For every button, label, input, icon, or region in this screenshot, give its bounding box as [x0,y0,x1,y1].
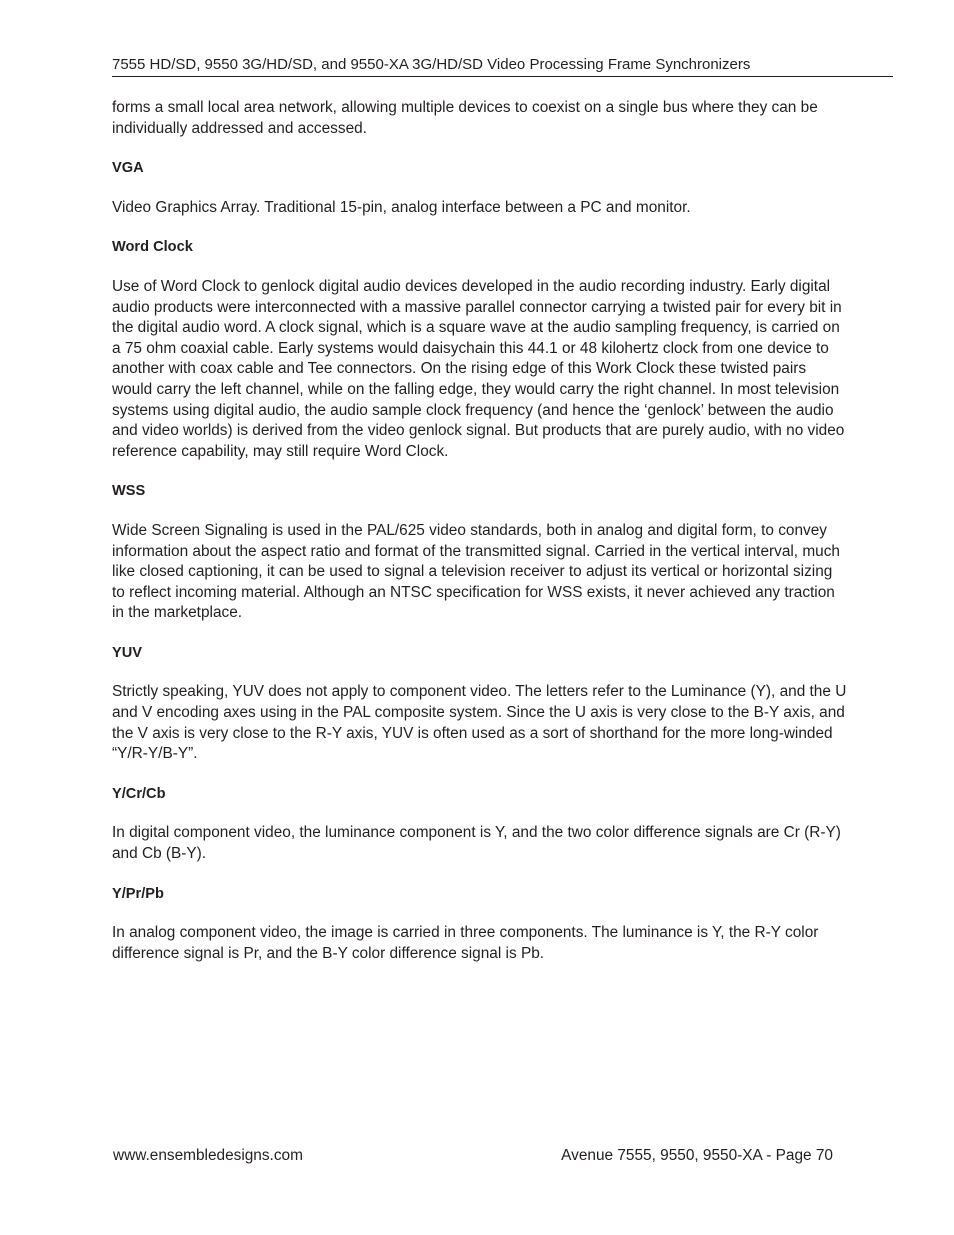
definition-yuv: Strictly speaking, YUV does not apply to component video. The letters refer to the Luminance (Y), and the U and V encoding axes using in the PAL composite system. Since the U axis is very close to the B-Y axis, and the V axis is very close to the R-Y axis, YUV is often used as a sort of shorthand for the more long-winded “Y/R-Y/B-Y”. [112,683,847,763]
glossary-content [112,98,847,983]
definition-word-clock: Use of Word Clock to genlock digital audio devices developed in the audio recording industry. Early digital audio products were interconnected with a massive parallel connector carrying a twisted pair for every bit in the digital audio word. A clock signal, which is a square wave at the audio sampling frequency, is carried on a 75 ohm coaxial cable. Early systems would daisychain this 44.1 or 48 kilohertz clock from one device to another with coax cable and Tee connectors. On the rising edge of this Work Clock these twisted pairs would carry the left channel, while on the falling edge, they would carry the right channel. In most television systems using digital audio, the audio sample clock frequency (and hence the ‘genlock’ between the audio and video worlds) is derived from the video genlock signal. But products that are purely audio, with no video reference capability, may still require Word Clock. [112,277,845,460]
footer-page-label: Avenue 7555, 9550, 9550-XA - Page 70 [561,1147,833,1164]
term-vga: VGA [112,160,144,177]
intro-paragraph: forms a small local area network, allowing multiple devices to coexist on a single bus where they can be individually addressed and accessed. [112,99,818,137]
definition-y-pr-pb: In analog component video, the image is carried in three components. The luminance is Y, the R-Y color difference signal is Pr, and the B-Y color difference signal is Pb. [112,924,819,962]
term-y-cr-cb: Y/Cr/Cb [112,785,166,802]
definition-wss: Wide Screen Signaling is used in the PAL/625 video standards, both in analog and digital form, to convey information about the aspect ratio and format of the transmitted signal. Carried in the vertical interval, much like closed captioning, it can be used to signal a television receiver to adjust its vertical or horizontal sizing to reflect incoming material. Although an NTSC specification for WSS exists, it never achieved any traction in the marketplace. [112,521,840,622]
footer-website: www.ensembledesigns.com [113,1147,303,1164]
term-word-clock: Word Clock [112,239,193,256]
header-divider [112,76,893,77]
term-yuv: YUV [112,644,143,661]
definition-vga: Video Graphics Array. Traditional 15-pin, analog interface between a PC and monitor. [112,198,691,216]
term-y-pr-pb: Y/Pr/Pb [112,885,164,902]
definition-y-cr-cb: In digital component video, the luminance component is Y, and the two color difference signals are Cr (R-Y) and Cb (B-Y). [112,824,841,863]
page-header-title: 7555 HD/SD, 9550 3G/HD/SD, and 9550-XA 3G/HD/SD Video Processing Frame Synchronizers [112,56,751,73]
term-wss: WSS [112,483,146,500]
